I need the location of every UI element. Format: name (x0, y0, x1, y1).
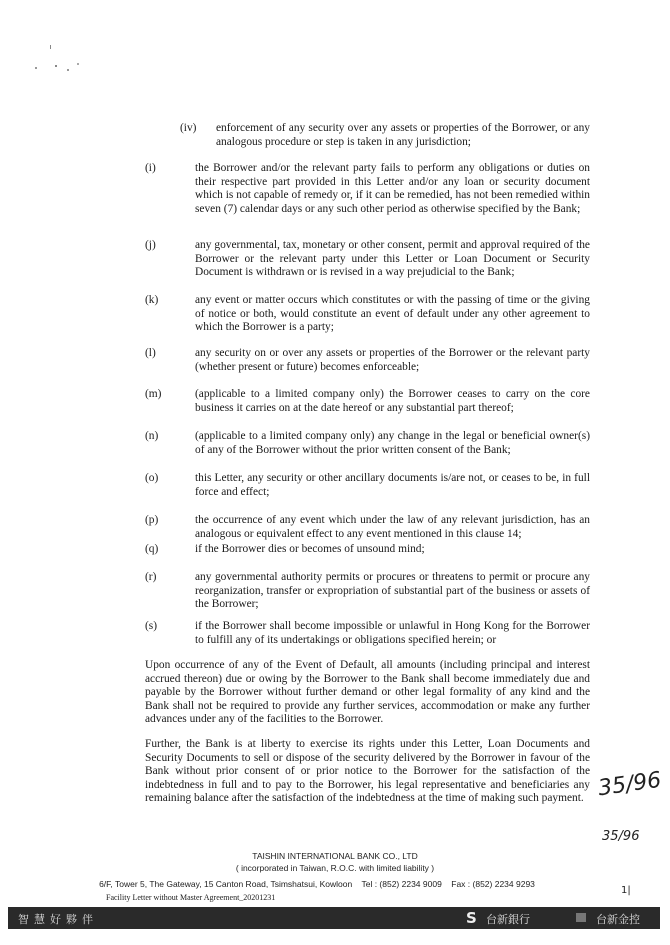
clause-item-iv (180, 122, 590, 149)
clause-label: (k) (145, 294, 159, 306)
clause-item-p (145, 514, 590, 541)
brand-slogan: 智慧好夥伴 (18, 913, 98, 926)
handwritten-page-mark-small: 35/96 (602, 829, 640, 844)
clause-label: (p) (145, 514, 159, 526)
clause-item-l (145, 347, 590, 374)
handwritten-page-mark-large: 35/96 (596, 767, 663, 802)
footer-incorporation: ( incorporated in Taiwan, R.O.C. with limited liability ) (235, 863, 435, 873)
footer-fax: Fax : (852) 2234 9293 (451, 879, 535, 889)
footer-bank-name: TAISHIN INTERNATIONAL BANK CO., LTD (252, 851, 418, 861)
clause-text: this Letter, any security or other ancillary documents is/are not, or ceases to be, in full force and effect; (195, 472, 590, 498)
footer-address: 6/F, Tower 5, The Gateway, 15 Canton Road, Tsimshatsui, Kowloon (99, 879, 353, 889)
clause-text: (applicable to a limited company only) the Borrower ceases to carry on the core business it carries on at the date hereof or any substantial part thereof; (195, 388, 590, 414)
clause-label: (s) (145, 620, 158, 632)
clause-item-r (145, 571, 590, 612)
clause-item-n (145, 430, 590, 457)
footer-contact (0, 879, 652, 889)
scan-marks (25, 45, 85, 85)
clause-label: (o) (145, 472, 159, 484)
clause-text: any event or matter occurs which constitutes or with the passing of time or the giving of notice or both, would constitute an event of default under any other agreement to which the Borrower is a party; (195, 294, 590, 334)
holding-logo-icon (576, 913, 586, 922)
default-consequence-paragraph: Upon occurrence of any of the Event of Default, all amounts (including principal and interest accrued thereon) due or owing by the Borrower to the Bank shall become immediately due and payable by the Borrower without further demand or other legal formality of any kind and the Bank shall not be required to provide any further services, accommodation or make any further advances under any of the facilities to the Borrower. (145, 659, 590, 726)
clause-item-m (145, 388, 590, 415)
clause-text: enforcement of any security over any assets or properties of the Borrower, or any analogous procedure or step is taken in any jurisdiction; (216, 122, 590, 148)
footer-tel: Tel : (852) 2234 9009 (361, 879, 442, 889)
security-disposal-paragraph: Further, the Bank is at liberty to exercise its rights under this Letter, Loan Documents and Security Documents to sell or dispose of the security delivered by the Borrower in favour of the Bank without prior consent of or prior notice to the Borrower for the satisfaction of the indebtedness in full and to pay to the Borrower, his legal representative and beneficiaries any remaining balance after the satisfaction of the indebtedness at the time of making such payment. (145, 738, 590, 805)
clause-label: (m) (145, 388, 162, 400)
clause-text: any security on or over any assets or properties of the Borrower or the relevant party (whether present or future) becomes enforceable; (195, 347, 590, 373)
clause-text: any governmental, tax, monetary or other consent, permit and approval required of the Borrower or the relevant party under this Letter or Loan Document or Security Document is withdrawn or is revised in a way prejudicial to the Bank; (195, 239, 590, 279)
clause-item-s (145, 620, 590, 647)
clause-text: (applicable to a limited company only) any change in the legal or beneficial owner(s) of any of the Borrower without the prior written consent of the Bank; (195, 430, 590, 456)
clause-text: any governmental authority permits or procures or threatens to permit or procure any reorganization, transfer or expropriation of substantial part of the business or assets of the Borrower; (195, 571, 590, 611)
taishin-bank-logo-icon: S (466, 909, 477, 927)
footer-brand-band (8, 907, 660, 929)
clause-item-j (145, 239, 590, 280)
clause-item-k (145, 294, 590, 335)
handwritten-initial: 1| (621, 885, 631, 896)
clause-text: the occurrence of any event which under the law of any relevant jurisdiction, has an analogous or equivalent effect to any event mentioned in this clause 14; (195, 514, 590, 540)
clause-label: (i) (145, 162, 156, 174)
clause-item-i (145, 162, 590, 216)
clause-text: if the Borrower dies or becomes of unsound mind; (195, 543, 425, 555)
clause-label: (r) (145, 571, 157, 583)
clause-label: (j) (145, 239, 156, 251)
footer-document-reference: Facility Letter without Master Agreement_20201231 (106, 893, 276, 902)
clause-item-o (145, 472, 590, 499)
clause-label: (q) (145, 543, 159, 555)
clause-text: the Borrower and/or the relevant party fails to perform any obligations or duties on their respective part provided in this Letter and/or any loan or security document which is not capable of remedy or, if it can be remedied, has not been remedied within seven (7) calendar days or any such other period as otherwise specified by the Bank; (195, 162, 590, 215)
clause-text: if the Borrower shall become impossible or unlawful in Hong Kong for the Borrower to fulfill any of its undertakings or obligations specified herein; or (195, 620, 590, 646)
clause-label: (n) (145, 430, 159, 442)
clause-label: (iv) (180, 122, 197, 134)
bank-logo-text: 台新銀行 (486, 913, 530, 926)
clause-label: (l) (145, 347, 156, 359)
holding-logo-text: 台新金控 (596, 913, 640, 926)
clause-item-q (145, 543, 590, 557)
